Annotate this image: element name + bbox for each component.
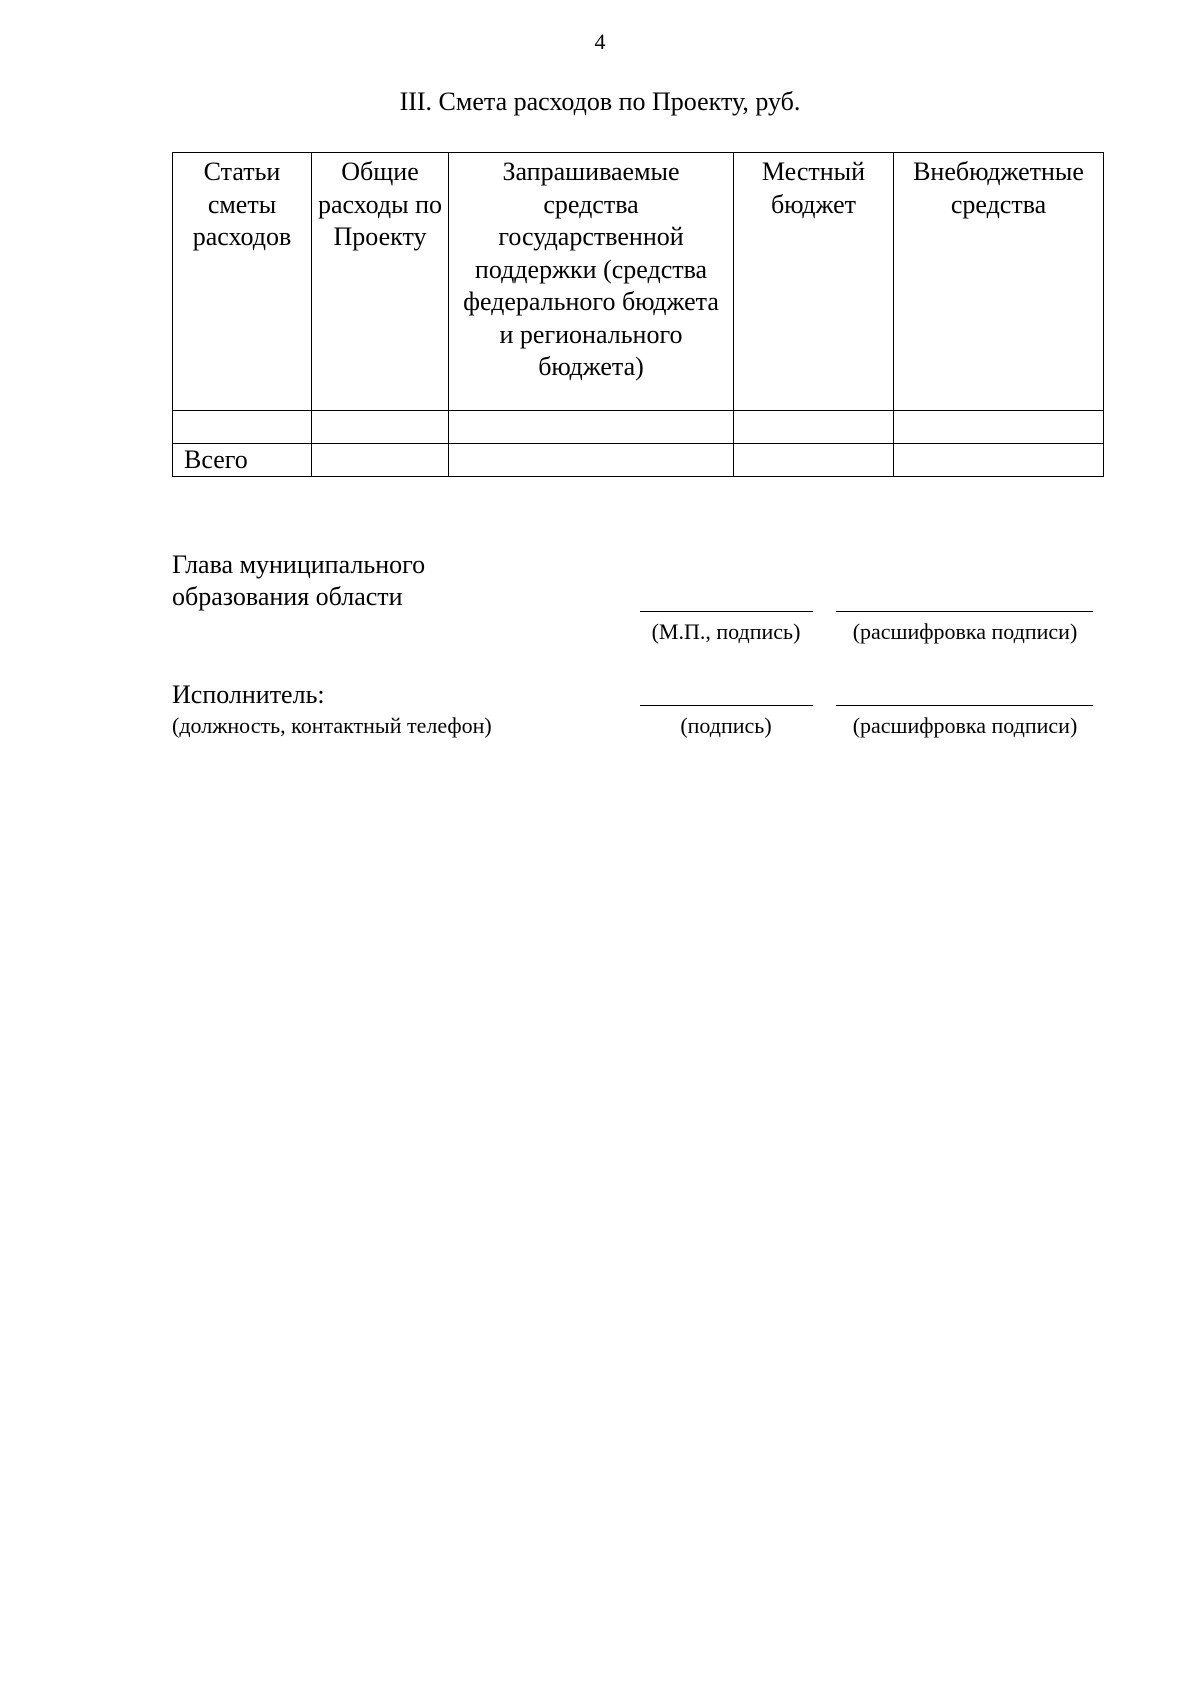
head-decryption-line — [836, 611, 1093, 612]
header-cell-local-budget: Местный бюджет — [734, 153, 894, 411]
section-title: III. Смета расходов по Проекту, руб. — [399, 87, 801, 116]
table-cell — [449, 444, 734, 477]
table-cell — [312, 444, 449, 477]
executor-signature-line — [640, 705, 813, 706]
table-cell — [449, 411, 734, 444]
budget-table — [172, 152, 1104, 477]
executor-decryption-line — [836, 705, 1093, 706]
total-row — [173, 444, 1104, 477]
page-number: 4 — [594, 29, 606, 54]
table-cell — [734, 444, 894, 477]
header-cell-expense-items: Статьи сметы расходов — [173, 153, 312, 411]
header-cell-extra-budgetary: Внебюджетные средства — [894, 153, 1104, 411]
header-cell-requested-state-support: Запрашиваемые средства государственной поддержки (средства федерального бюджета и регионального бюджета) — [449, 153, 734, 411]
head-title-line2: образования области — [172, 582, 403, 611]
table-cell — [894, 444, 1104, 477]
total-label: Всего — [173, 444, 312, 477]
executor-signature-caption: (подпись) — [680, 713, 772, 738]
executor-label: Исполнитель: — [172, 680, 325, 709]
header-cell-total-expenses: Общие расходы по Проекту — [312, 153, 449, 411]
table-header-row — [173, 153, 1104, 411]
head-signature-caption: (М.П., подпись) — [651, 619, 801, 644]
executor-sublabel: (должность, контактный телефон) — [172, 713, 492, 738]
table-row — [173, 411, 1104, 444]
head-title-line1: Глава муниципального — [172, 550, 426, 579]
head-decryption-caption: (расшифровка подписи) — [852, 619, 1078, 644]
executor-decryption-caption: (расшифровка подписи) — [852, 713, 1078, 738]
table-cell — [173, 411, 312, 444]
table-cell — [734, 411, 894, 444]
table-cell — [894, 411, 1104, 444]
head-signature-line — [640, 611, 813, 612]
table-cell — [312, 411, 449, 444]
